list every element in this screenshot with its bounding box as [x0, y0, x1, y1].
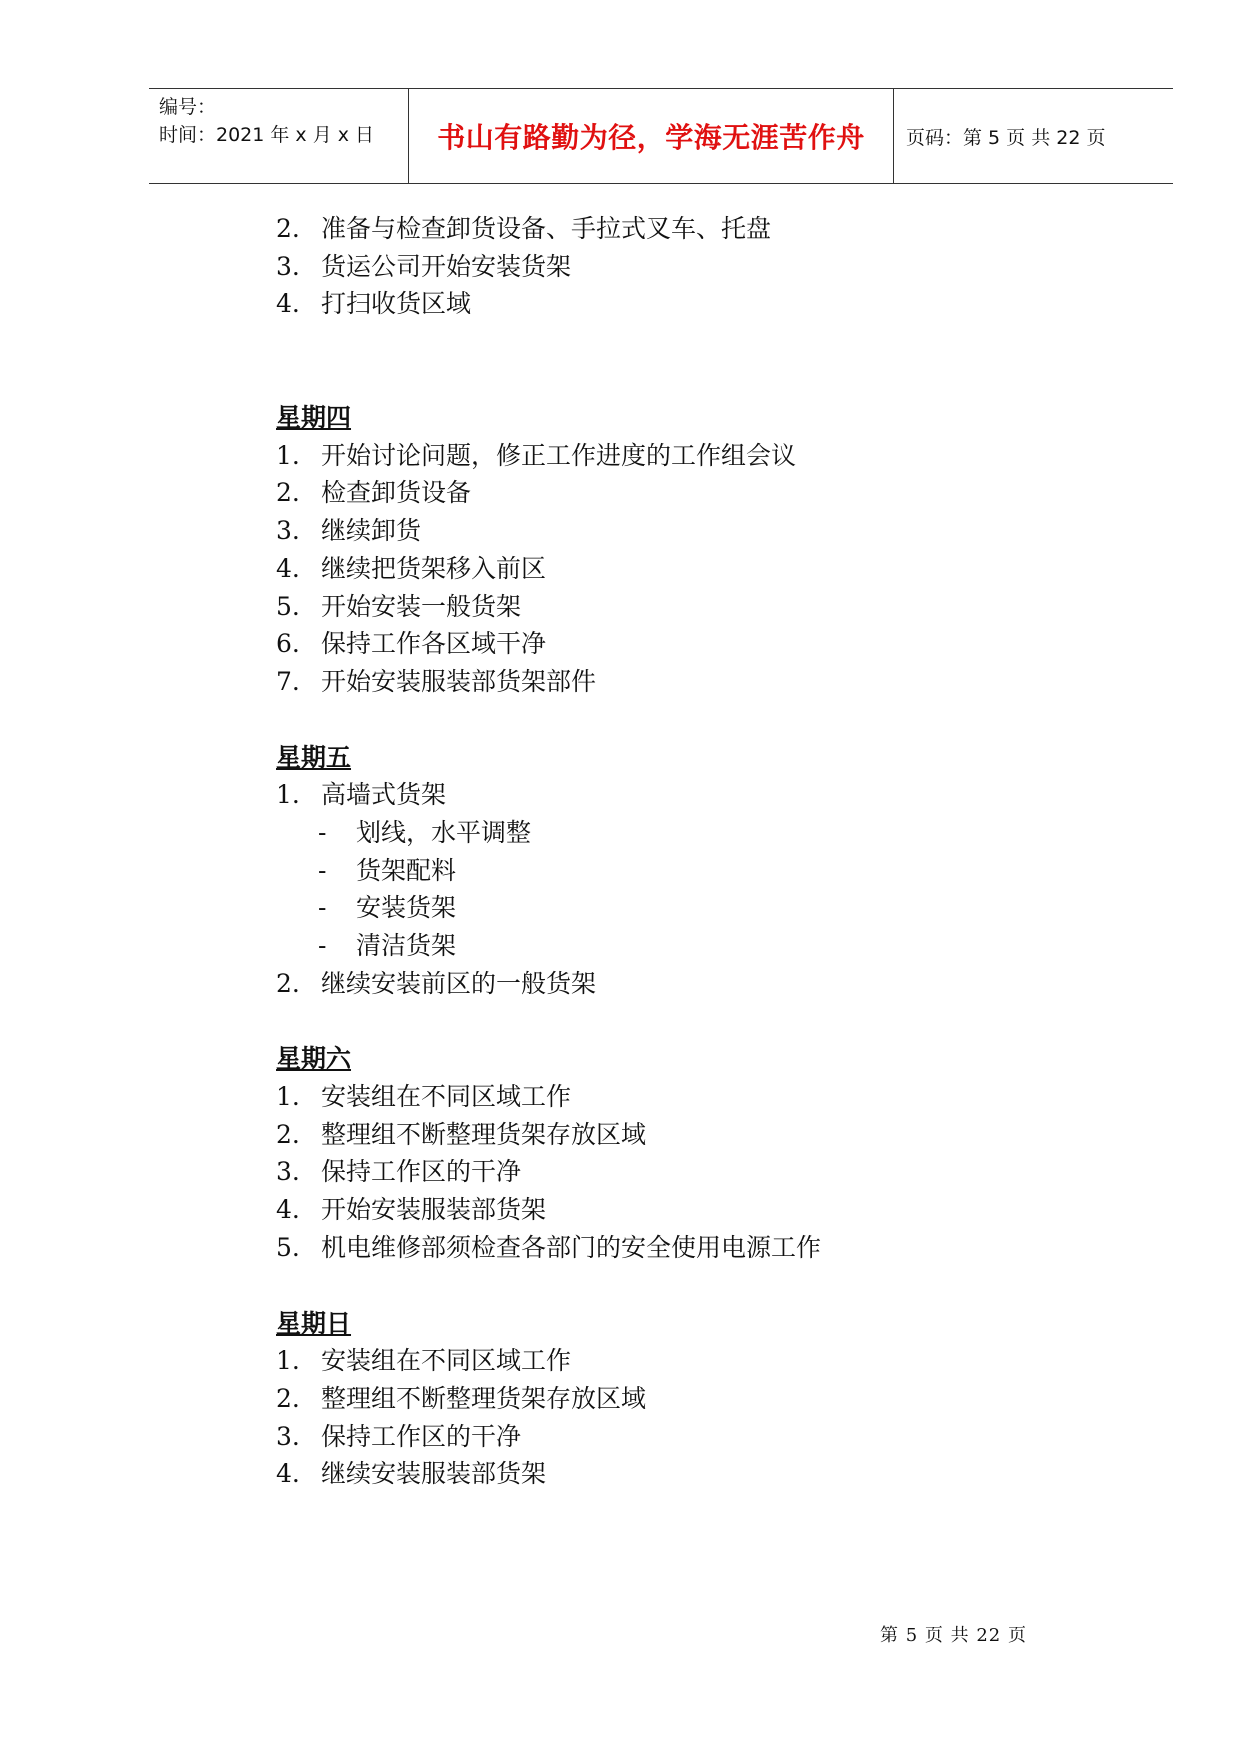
item-text: 开始安装服装部货架部件: [321, 666, 597, 696]
section-saturday: [276, 1040, 1156, 1266]
item-text: 划线，水平调整: [356, 817, 532, 847]
item-text: 清洁货架: [356, 931, 457, 960]
list-item: [276, 1078, 1156, 1116]
section-title: 星期日: [276, 1308, 352, 1338]
item-number: 2.: [276, 214, 300, 243]
item-text: 打扫收货区域: [321, 289, 472, 319]
item-number: 3.: [276, 516, 300, 546]
item-number: 1.: [276, 1082, 300, 1112]
item-number: 2.: [276, 1119, 300, 1149]
page-header: [149, 88, 1173, 184]
item-number: 4.: [276, 1195, 300, 1225]
item-text: 安装货架: [356, 893, 457, 923]
header-page-label: 页码：第 5 页 共 22 页: [906, 126, 1106, 149]
time-label: 时间：2021 年 x 月 x 日: [159, 124, 375, 146]
section-title: 星期四: [276, 403, 352, 433]
sub-list-item: [276, 889, 1156, 927]
item-text: 整理组不断整理货架存放区域: [321, 1119, 647, 1149]
item-text: 机电维修部须检查各部门的安全使用电源工作: [321, 1232, 822, 1262]
list-item: [276, 663, 1156, 701]
item-number: 3.: [276, 1421, 300, 1451]
item-number: 1.: [276, 780, 300, 810]
list-item: [276, 474, 1156, 512]
item-number: 2.: [276, 968, 300, 998]
item-number: 7.: [276, 666, 300, 696]
item-number: 3.: [276, 1157, 300, 1187]
list-item: [276, 965, 1156, 1003]
list-item: [276, 776, 1156, 814]
list-item: [276, 248, 1156, 286]
list-item: [276, 550, 1156, 588]
item-number: 2.: [276, 478, 300, 508]
list-item: [276, 625, 1156, 663]
item-number: 4.: [276, 289, 300, 319]
item-text: 安装组在不同区域工作: [321, 1346, 572, 1376]
list-item: [276, 1116, 1156, 1154]
section-title: 星期六: [276, 1044, 352, 1074]
item-number: 4.: [276, 553, 300, 583]
item-text: 整理组不断整理货架存放区域: [321, 1383, 647, 1413]
item-dash: -: [318, 855, 327, 885]
item-text: 安装组在不同区域工作: [321, 1082, 572, 1112]
item-number: 6.: [276, 629, 300, 659]
sub-list-item: [276, 852, 1156, 890]
section-friday: [276, 739, 1156, 1003]
list-item: [276, 437, 1156, 475]
item-number: 2.: [276, 1383, 300, 1413]
item-text: 继续安装前区的一般货架: [321, 968, 597, 998]
item-dash: -: [318, 817, 327, 847]
section-thursday: [276, 399, 1156, 701]
item-text: 继续卸货: [321, 516, 422, 546]
list-item: [276, 1418, 1156, 1456]
item-dash: -: [318, 893, 327, 923]
item-number: 4.: [276, 1459, 300, 1489]
list-item: [276, 588, 1156, 626]
item-number: 5.: [276, 591, 300, 621]
item-text: 开始讨论问题，修正工作进度的工作组会议: [321, 440, 797, 470]
serial-label: 编号：: [159, 96, 217, 118]
header-meta: [149, 89, 409, 183]
list-item: [276, 1455, 1156, 1493]
sub-list-item: [276, 814, 1156, 852]
page-footer: 第 5 页 共 22 页: [880, 1625, 1027, 1646]
list-item: [276, 285, 1156, 323]
item-text: 货运公司开始安装货架: [321, 251, 572, 281]
item-dash: -: [318, 931, 327, 960]
item-text: 高墙式货架: [321, 780, 447, 810]
list-item: [276, 210, 1156, 248]
list-item: [276, 1229, 1156, 1267]
intro-list: [276, 210, 1156, 323]
header-motto: 书山有路勤为径，学海无涯苦作舟: [409, 89, 894, 183]
section-sunday: [276, 1305, 1156, 1493]
list-item: [276, 1153, 1156, 1191]
list-item: [276, 1342, 1156, 1380]
item-text: 继续把货架移入前区: [321, 553, 547, 583]
item-number: 5.: [276, 1232, 300, 1262]
item-text: 保持工作区的干净: [321, 1157, 522, 1187]
item-text: 继续安装服装部货架: [321, 1459, 547, 1489]
section-title: 星期五: [276, 742, 352, 772]
item-number: 1.: [276, 1346, 300, 1376]
item-text: 货架配料: [356, 855, 457, 885]
document-body: [276, 210, 1156, 1493]
item-text: 开始安装服装部货架: [321, 1195, 547, 1225]
item-text: 准备与检查卸货设备、手拉式叉车、托盘: [321, 214, 772, 243]
list-item: [276, 1380, 1156, 1418]
item-number: 3.: [276, 251, 300, 281]
item-text: 保持工作区的干净: [321, 1421, 522, 1451]
item-number: 1.: [276, 440, 300, 470]
item-text: 开始安装一般货架: [321, 591, 522, 621]
item-text: 保持工作各区域干净: [321, 629, 547, 659]
list-item: [276, 512, 1156, 550]
item-text: 检查卸货设备: [321, 478, 472, 508]
sub-list-item: [276, 927, 1156, 965]
list-item: [276, 1191, 1156, 1229]
